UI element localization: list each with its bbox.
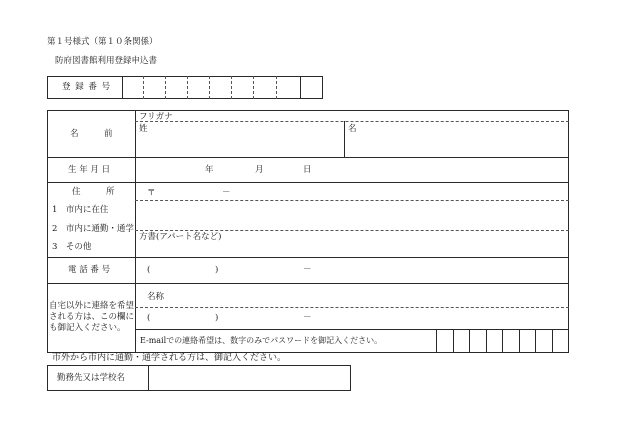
alt-contact-name-field[interactable] [170, 285, 568, 306]
building-field[interactable] [230, 231, 568, 256]
furigana-field[interactable] [180, 111, 568, 121]
address-option-2[interactable]: 2 市内に通勤・通学 [52, 224, 134, 234]
workplace-note: 市外から市内に通勤・通学される方は、御記入ください。 [52, 353, 287, 363]
birth-date-label: 生 年 月 日 [68, 165, 111, 175]
address-field[interactable] [136, 201, 568, 229]
postal-mark: 〒 [147, 188, 156, 198]
alt-contact-label-line-2: される方は、この欄に [49, 312, 135, 322]
registration-number-label: 登 録 番 号 [62, 82, 112, 92]
phone-dash: － [303, 265, 312, 275]
address-option-1[interactable]: 1 市内に在住 [52, 205, 109, 215]
alt-phone-open-paren: ( [147, 313, 151, 323]
birth-year-label: 年 [205, 165, 214, 175]
phone-label: 電 話 番 号 [68, 265, 111, 275]
form-title: 防府図書館利用登録申込書 [55, 56, 158, 66]
workplace-label: 勤務先又は学校名 [57, 373, 126, 383]
alt-contact-name-label: 名称 [147, 292, 165, 302]
workplace-field[interactable] [149, 366, 350, 390]
alt-contact-label-line-1: 自宅以外に連絡を希望 [49, 301, 135, 311]
surname-label: 姓 [139, 124, 148, 134]
address-option-3[interactable]: 3 その他 [52, 242, 92, 252]
postal-dash: － [222, 188, 231, 198]
name-label: 名 前 [70, 129, 113, 139]
given-name-field[interactable] [345, 122, 568, 156]
alt-phone-dash: － [303, 313, 312, 323]
address-label: 住 所 [72, 187, 115, 197]
form-number: 第１号様式（第１０条関係） [47, 37, 158, 47]
birth-month-label: 月 [255, 165, 264, 175]
phone-open-paren: ( [147, 265, 151, 275]
postal-code-field[interactable] [156, 184, 306, 198]
phone-field[interactable] [136, 258, 568, 282]
given-name-label: 名 [348, 124, 357, 134]
alt-phone-field[interactable] [136, 308, 568, 328]
birth-date-field[interactable] [136, 158, 568, 181]
birth-day-label: 日 [303, 165, 312, 175]
furigana-label: フリガナ [139, 112, 173, 122]
registration-number-field[interactable] [123, 77, 322, 98]
email-note: E-mailでの連絡希望は、数字のみでパスワードを御記入ください。 [140, 336, 383, 345]
email-password-field[interactable] [437, 330, 568, 352]
building-label: 方書(アパート名など) [139, 232, 222, 242]
alt-contact-label-line-3: も御記入ください。 [49, 323, 126, 333]
surname-field[interactable] [136, 122, 343, 156]
phone-close-paren: ) [215, 265, 219, 275]
alt-phone-close-paren: ) [215, 313, 219, 323]
